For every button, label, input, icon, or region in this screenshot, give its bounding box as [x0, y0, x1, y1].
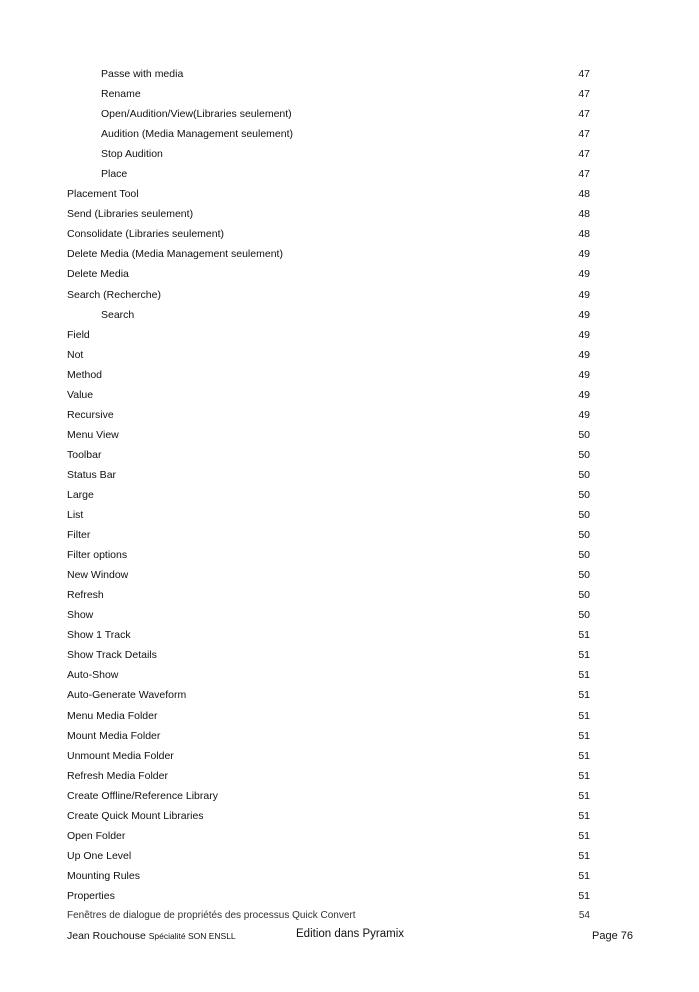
toc-entry[interactable] — [0, 305, 699, 325]
toc-entry-label: Mount Media Folder — [67, 729, 161, 742]
toc-entry[interactable] — [0, 706, 699, 726]
toc-entry[interactable] — [0, 545, 699, 565]
toc-entry-label: Recursive — [67, 408, 114, 421]
toc-entry-page: 51 — [578, 689, 590, 702]
toc-entry-page: 49 — [578, 348, 590, 361]
toc-entry[interactable] — [0, 285, 699, 305]
toc-entry-page: 51 — [578, 669, 590, 682]
toc-entry[interactable] — [0, 385, 699, 405]
toc-entry-page: 47 — [578, 128, 590, 141]
toc-entry[interactable] — [0, 445, 699, 465]
toc-entry[interactable] — [0, 746, 699, 766]
toc-entry-label: Placement Tool — [67, 188, 139, 201]
toc-entry-label: Properties — [67, 889, 115, 902]
toc-entry-page: 49 — [578, 408, 590, 421]
toc-entry-page: 51 — [578, 749, 590, 762]
toc-entry[interactable] — [0, 605, 699, 625]
toc-entry-page: 50 — [578, 529, 590, 542]
toc-entry-label: Status Bar — [67, 468, 117, 481]
toc-entry-label: Auto-Generate Waveform — [67, 689, 187, 702]
toc-entry-label: Filter — [67, 529, 91, 542]
toc-entry[interactable] — [0, 244, 699, 264]
toc-entry[interactable] — [0, 64, 699, 84]
toc-entry[interactable] — [0, 685, 699, 705]
toc-entry-label: Refresh Media Folder — [67, 769, 168, 782]
toc-entry-page: 50 — [578, 509, 590, 522]
toc-entry-page: 48 — [578, 188, 590, 201]
toc-entry-label: Mounting Rules — [67, 869, 140, 882]
toc-entry[interactable] — [0, 104, 699, 124]
footer-author-name: Jean Rouchouse — [67, 930, 146, 942]
toc-entry-label: Field — [67, 328, 90, 341]
toc-entry[interactable] — [0, 204, 699, 224]
toc-entry-label: Refresh — [67, 589, 104, 602]
toc-entry-label: Fenêtres de dialogue de propriétés des processus Quick Convert — [67, 909, 356, 921]
toc-entry-page: 51 — [578, 649, 590, 662]
toc-entry[interactable] — [0, 425, 699, 445]
toc-entry[interactable] — [0, 485, 699, 505]
toc-entry[interactable] — [0, 505, 699, 525]
toc-entry-page: 51 — [578, 809, 590, 822]
toc-entry-label: Passe with media — [101, 68, 184, 80]
toc-entry[interactable] — [0, 264, 699, 284]
toc-entry-page: 51 — [578, 869, 590, 882]
toc-entry-page: 49 — [578, 308, 590, 321]
toc-entry-label: Auto-Show — [67, 669, 119, 682]
toc-entry-label: Menu Media Folder — [67, 709, 158, 722]
toc-entry-page: 51 — [578, 789, 590, 802]
toc-entry-page: 47 — [578, 108, 590, 121]
toc-entry-page: 47 — [578, 68, 590, 80]
toc-entry-label: Search — [101, 308, 135, 321]
toc-entry-page: 49 — [578, 248, 590, 261]
toc-entry[interactable] — [0, 645, 699, 665]
toc-entry-page: 49 — [578, 268, 590, 281]
toc-entry-page: 47 — [578, 168, 590, 181]
toc-entry-page: 51 — [578, 769, 590, 782]
toc-entry-label: Search (Recherche) — [67, 288, 161, 301]
toc-entry-page: 50 — [578, 589, 590, 602]
toc-entry-page: 50 — [578, 488, 590, 501]
toc-entry-label: New Window — [67, 569, 129, 582]
toc-entry-label: Create Offline/Reference Library — [67, 789, 218, 802]
toc-entry-label: Large — [67, 488, 94, 501]
toc-entry-label: Delete Media — [67, 268, 129, 281]
toc-entry[interactable] — [0, 826, 699, 846]
toc-entry-label: Value — [67, 388, 94, 401]
toc-entry-label: Show Track Details — [67, 649, 157, 662]
toc-entry[interactable] — [0, 365, 699, 385]
toc-entry[interactable] — [0, 726, 699, 746]
toc-entry-page: 50 — [578, 428, 590, 441]
toc-entry-label: Stop Audition — [101, 148, 163, 161]
toc-entry-label: Delete Media (Media Management seulement) — [67, 248, 283, 261]
toc-entry-label: Send (Libraries seulement) — [67, 208, 194, 221]
toc-entry[interactable] — [0, 164, 699, 184]
toc-entry[interactable] — [0, 465, 699, 485]
toc-entry-label: Up One Level — [67, 849, 132, 862]
toc-entry[interactable] — [0, 846, 699, 866]
toc-entry[interactable] — [0, 766, 699, 786]
toc-entry[interactable] — [0, 806, 699, 826]
table-of-contents — [0, 64, 699, 926]
toc-entry-label: Create Quick Mount Libraries — [67, 809, 204, 822]
toc-entry[interactable] — [0, 625, 699, 645]
toc-entry-page: 51 — [578, 829, 590, 842]
toc-entry[interactable] — [0, 906, 699, 926]
toc-entry-page: 51 — [578, 849, 590, 862]
toc-entry-label: Consolidate (Libraries seulement) — [67, 228, 224, 241]
page-footer — [0, 928, 699, 944]
toc-entry[interactable] — [0, 124, 699, 144]
toc-entry-page: 49 — [578, 328, 590, 341]
footer-specialty: Spécialité SON ENSLL — [148, 931, 236, 941]
toc-entry[interactable] — [0, 585, 699, 605]
toc-entry-page: 48 — [578, 208, 590, 221]
toc-entry[interactable] — [0, 405, 699, 425]
toc-entry[interactable] — [0, 886, 699, 906]
toc-entry-page: 50 — [578, 549, 590, 562]
toc-entry-page: 50 — [578, 609, 590, 622]
toc-entry-page: 51 — [578, 709, 590, 722]
toc-entry-page: 47 — [578, 148, 590, 161]
toc-entry-label: Method — [67, 368, 103, 381]
toc-entry-label: Filter options — [67, 549, 128, 562]
toc-entry[interactable] — [0, 325, 699, 345]
toc-entry-page: 49 — [578, 388, 590, 401]
footer-document-title: Edition dans Pyramix — [296, 928, 405, 940]
footer-page-number: Page 76 — [592, 930, 633, 942]
toc-entry[interactable] — [0, 184, 699, 204]
toc-entry-label: Open Folder — [67, 829, 126, 842]
toc-entry-page: 48 — [578, 228, 590, 241]
toc-entry[interactable] — [0, 345, 699, 365]
toc-entry-label: Menu View — [67, 428, 119, 441]
toc-entry-label: Not — [67, 348, 84, 361]
toc-entry-label: Rename — [101, 88, 141, 101]
toc-entry-page: 54 — [578, 909, 590, 921]
toc-entry-page: 47 — [578, 88, 590, 101]
toc-entry[interactable] — [0, 224, 699, 244]
toc-entry-page: 51 — [578, 889, 590, 902]
toc-entry-page: 51 — [578, 629, 590, 642]
toc-entry[interactable] — [0, 84, 699, 104]
toc-entry-page: 49 — [578, 288, 590, 301]
toc-entry-label: Show 1 Track — [67, 629, 131, 642]
toc-entry-page: 50 — [578, 448, 590, 461]
toc-entry-label: Open/Audition/View(Libraries seulement) — [101, 108, 292, 121]
toc-entry[interactable] — [0, 866, 699, 886]
toc-entry-label: List — [67, 509, 84, 522]
toc-entry[interactable] — [0, 565, 699, 585]
toc-entry[interactable] — [0, 525, 699, 545]
toc-entry-label: Place — [101, 168, 128, 181]
toc-entry-label: Unmount Media Folder — [67, 749, 174, 762]
toc-entry-page: 51 — [578, 729, 590, 742]
toc-entry[interactable] — [0, 144, 699, 164]
toc-entry-page: 49 — [578, 368, 590, 381]
footer-author — [67, 930, 236, 942]
toc-entry[interactable] — [0, 665, 699, 685]
toc-entry-page: 50 — [578, 569, 590, 582]
toc-entry-label: Audition (Media Management seulement) — [101, 128, 294, 141]
toc-entry-label: Toolbar — [67, 448, 102, 461]
toc-entry-page: 50 — [578, 468, 590, 481]
toc-entry[interactable] — [0, 786, 699, 806]
toc-entry-label: Show — [67, 609, 94, 622]
